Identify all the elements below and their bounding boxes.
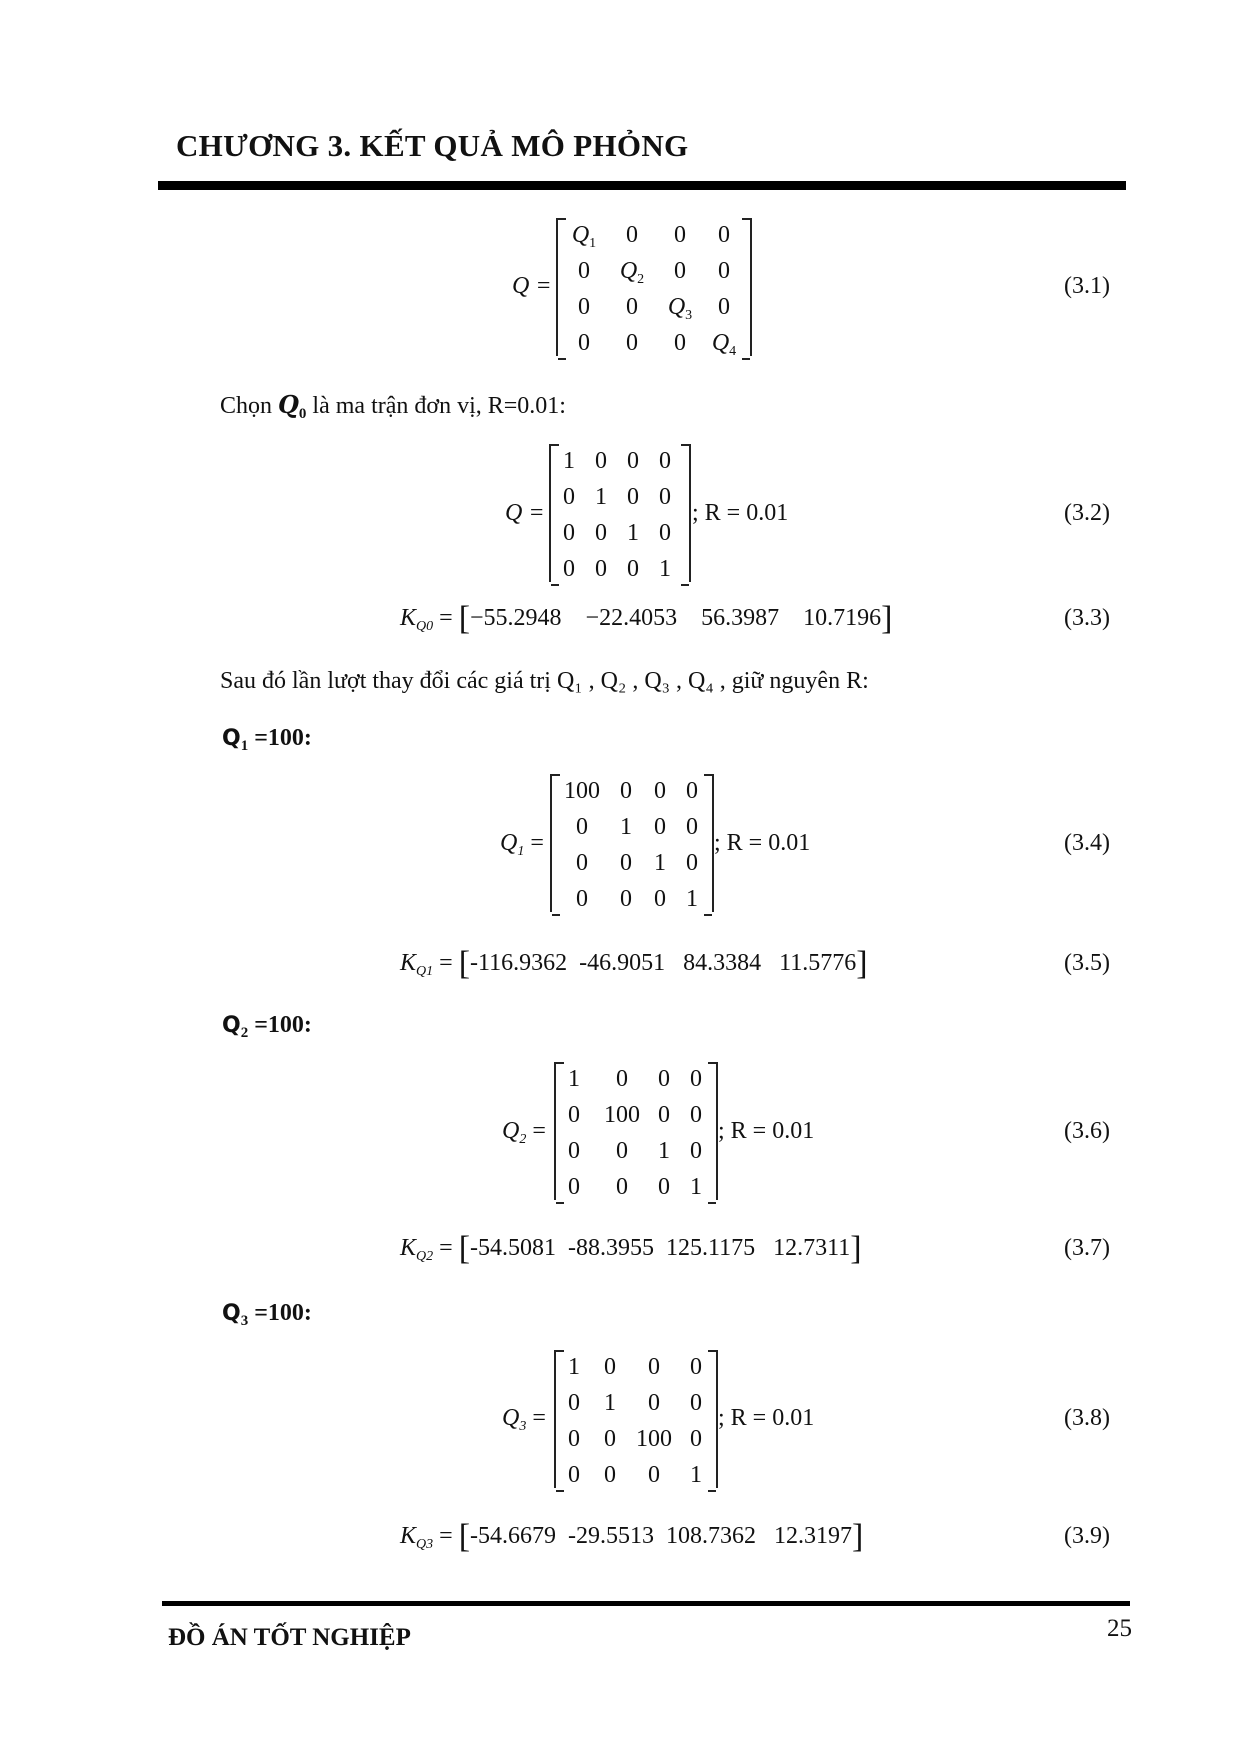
eq3-number: (3.3) — [1064, 605, 1110, 631]
matrix-cell: 100 — [564, 778, 600, 804]
matrix-cell: 1 — [659, 556, 671, 582]
eq8-matrix — [554, 1350, 718, 1488]
matrix-cell: 0 — [690, 1066, 702, 1092]
eq5-gain-vector: $K_{Q1} = [-116.9362$ -46.9051 84.3384 11.5776] — [400, 945, 868, 982]
matrix-cell: 0 — [648, 1390, 660, 1416]
matrix-cell: 0 — [620, 778, 632, 804]
matrix-cell: 1 — [686, 886, 698, 912]
matrix-cell: 0 — [576, 814, 588, 840]
matrix-cell: 0 — [568, 1390, 580, 1416]
eq1-matrix — [556, 218, 752, 359]
matrix-cell: 1 — [604, 1390, 616, 1416]
eq6-matrix — [554, 1062, 718, 1200]
matrix-cell: 0 — [578, 330, 590, 356]
matrix-cell: 0 — [604, 1354, 616, 1380]
matrix-cell: 0 — [626, 222, 638, 248]
heading-q3: $Q_3 =100$: — [222, 1300, 312, 1329]
header-rule — [158, 181, 1126, 190]
matrix-cell: 0 — [674, 330, 686, 356]
matrix-cell: 0 — [595, 556, 607, 582]
matrix-cell: 0 — [658, 1174, 670, 1200]
matrix-cell: 0 — [627, 484, 639, 510]
eq4-lhs: $Q_1$ = — [500, 830, 544, 859]
matrix-cell: 1 — [568, 1066, 580, 1092]
matrix-cell: 0 — [659, 448, 671, 474]
eq2-matrix — [549, 444, 691, 582]
matrix-cell: 0 — [674, 222, 686, 248]
matrix-cell: 0 — [604, 1462, 616, 1488]
matrix-cell: 1 — [690, 1462, 702, 1488]
matrix-cell: 0 — [627, 448, 639, 474]
matrix-cell: 100 — [604, 1102, 640, 1128]
matrix-cell: 0 — [578, 294, 590, 320]
eq5-number: (3.5) — [1064, 950, 1110, 976]
matrix-cell: 0 — [616, 1138, 628, 1164]
matrix-cell: 0 — [616, 1066, 628, 1092]
matrix-cell: 0 — [595, 448, 607, 474]
matrix-cell: $Q_1$ — [571, 222, 597, 251]
matrix-cell: 0 — [576, 850, 588, 876]
eq6-lhs: $Q_2$ = — [502, 1118, 546, 1147]
eq4-rhs: ; R = 0.01 — [714, 830, 811, 856]
matrix-cell: 0 — [604, 1426, 616, 1452]
matrix-cell: 1 — [658, 1138, 670, 1164]
matrix-cell: 0 — [690, 1390, 702, 1416]
eq9-number: (3.9) — [1064, 1523, 1110, 1549]
matrix-cell: 0 — [563, 484, 575, 510]
eq8-number: (3.8) — [1064, 1405, 1110, 1431]
matrix-cell: 0 — [674, 258, 686, 284]
matrix-cell: 0 — [648, 1462, 660, 1488]
heading-q1: $Q_1 =100$: — [222, 725, 312, 754]
eq1-lhs: Q = — [512, 273, 552, 299]
matrix-cell: 0 — [626, 294, 638, 320]
paragraph-1: Chọn $Q_0$ là ma trận đơn vị, R=0.01: — [220, 390, 566, 422]
matrix-cell: 0 — [654, 814, 666, 840]
matrix-cell: 0 — [568, 1462, 580, 1488]
footer-rule — [162, 1601, 1130, 1606]
matrix-cell: 0 — [690, 1102, 702, 1128]
matrix-cell: 0 — [568, 1174, 580, 1200]
footer-title: ĐỒ ÁN TỐT NGHIỆP — [168, 1624, 411, 1651]
page-number: 25 — [1107, 1615, 1132, 1642]
eq4-number: (3.4) — [1064, 830, 1110, 856]
matrix-cell: 1 — [595, 484, 607, 510]
matrix-cell: 0 — [626, 330, 638, 356]
matrix-cell: 0 — [595, 520, 607, 546]
eq6-number: (3.6) — [1064, 1118, 1110, 1144]
matrix-cell: 0 — [578, 258, 590, 284]
eq7-gain-vector: $K_{Q2} = [-54.5081$ -88.3955 125.1175 12.7311] — [400, 1230, 862, 1267]
matrix-cell: 0 — [686, 850, 698, 876]
matrix-cell: 100 — [636, 1426, 672, 1452]
matrix-cell: 0 — [616, 1174, 628, 1200]
matrix-cell: 0 — [654, 778, 666, 804]
matrix-cell: 0 — [659, 484, 671, 510]
matrix-cell: 0 — [658, 1066, 670, 1092]
matrix-cell: $Q_4$ — [711, 330, 737, 359]
matrix-cell: $Q_3$ — [667, 294, 693, 323]
eq2-rhs: ; R = 0.01 — [692, 500, 789, 526]
eq7-number: (3.7) — [1064, 1235, 1110, 1261]
matrix-cell: 0 — [659, 520, 671, 546]
matrix-cell: $Q_2$ — [619, 258, 645, 287]
matrix-cell: 0 — [563, 556, 575, 582]
matrix-cell: 0 — [648, 1354, 660, 1380]
matrix-cell: 0 — [686, 778, 698, 804]
matrix-cell: 0 — [718, 258, 730, 284]
eq8-lhs: $Q_3$ = — [502, 1405, 546, 1434]
matrix-cell: 0 — [718, 222, 730, 248]
matrix-cell: 0 — [690, 1426, 702, 1452]
matrix-cell: 0 — [718, 294, 730, 320]
matrix-cell: 1 — [563, 448, 575, 474]
matrix-cell: 0 — [658, 1102, 670, 1128]
eq3-gain-vector: $K_{Q0} = [-55.2948$ −22.4053 56.3987 10.7196] — [400, 600, 893, 637]
eq6-rhs: ; R = 0.01 — [718, 1118, 815, 1144]
eq2-lhs: Q = — [505, 500, 545, 526]
matrix-cell: 0 — [568, 1426, 580, 1452]
matrix-cell: 0 — [620, 886, 632, 912]
matrix-cell: 0 — [576, 886, 588, 912]
paragraph-2: Sau đó lần lượt thay đổi các giá trị Q₁ , Q₂ , Q₃ , Q₄ , giữ nguyên R: — [220, 668, 869, 694]
matrix-cell: 0 — [563, 520, 575, 546]
eq4-matrix — [550, 774, 714, 912]
eq8-rhs: ; R = 0.01 — [718, 1405, 815, 1431]
matrix-cell: 0 — [654, 886, 666, 912]
eq1-number: (3.1) — [1064, 273, 1110, 299]
matrix-cell: 1 — [568, 1354, 580, 1380]
chapter-title: CHƯƠNG 3. KẾT QUẢ MÔ PHỎNG — [176, 128, 689, 163]
matrix-cell: 0 — [690, 1354, 702, 1380]
matrix-cell: 0 — [690, 1138, 702, 1164]
matrix-cell: 1 — [627, 520, 639, 546]
matrix-cell: 0 — [686, 814, 698, 840]
matrix-cell: 1 — [690, 1174, 702, 1200]
matrix-cell: 0 — [627, 556, 639, 582]
matrix-cell: 1 — [654, 850, 666, 876]
matrix-cell: 1 — [620, 814, 632, 840]
eq2-number: (3.2) — [1064, 500, 1110, 526]
matrix-cell: 0 — [568, 1138, 580, 1164]
heading-q2: $Q_2 =100$: — [222, 1012, 312, 1041]
matrix-cell: 0 — [620, 850, 632, 876]
eq9-gain-vector: $K_{Q3} = [-54.6679$ -29.5513 108.7362 12.3197] — [400, 1518, 864, 1555]
matrix-cell: 0 — [568, 1102, 580, 1128]
